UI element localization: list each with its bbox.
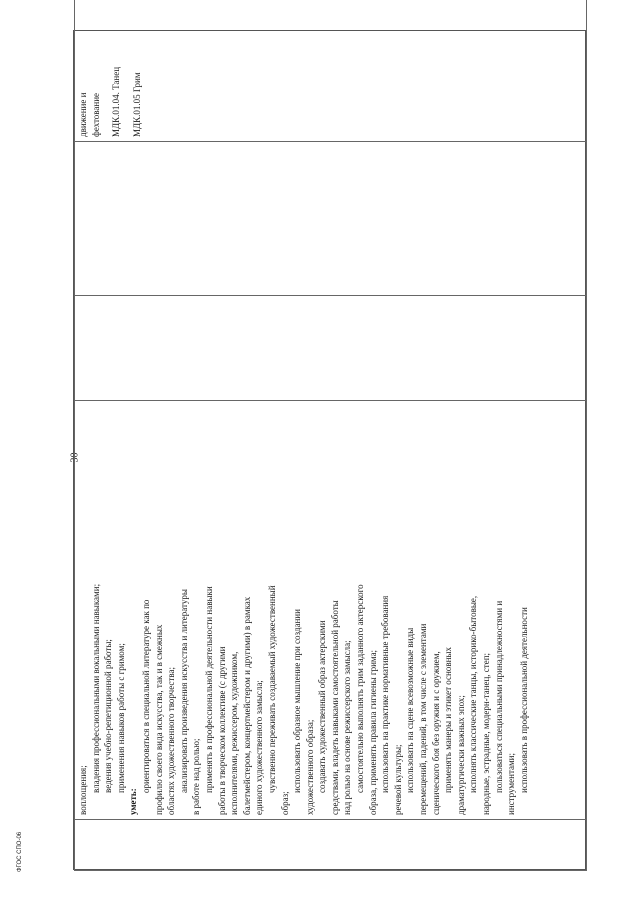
skills-line: балетмейстером, концертмейстером и другими) в рамках (241, 596, 252, 815)
skills-line: использовать в профессиональной деятельности (518, 607, 529, 793)
skills-line: самостоятельно выполнять грим заданного актерского (355, 584, 366, 793)
skills-line: в работе над ролью; (191, 738, 202, 815)
skills-cell (75, 401, 587, 820)
skills-line: исполнять классические танцы, историко-бытовые, (468, 595, 479, 793)
code-cell (75, 820, 587, 871)
page-number: 30 (69, 452, 81, 463)
table-rotator (74, 31, 587, 871)
mdk-cell (75, 0, 587, 142)
mdk-gap (102, 0, 110, 137)
skills-line: применять манеры и этикет основных (443, 647, 454, 793)
mdk-line: МДК.01.05 Грим (131, 72, 142, 137)
skills-line: уметь: (128, 788, 139, 815)
skills-line: воплощения; (78, 765, 88, 815)
skills-line: драматургически важных эпох; (455, 695, 466, 815)
mdk-gap (123, 0, 131, 137)
skills-line: применять в профессиональной деятельности навыки (203, 586, 214, 793)
skills-line: областях художественного творчества; (166, 667, 177, 815)
skills-line: средствами, владеть навыками самостоятельной работы (329, 600, 340, 815)
skills-line: использовать образное мышление при создании (292, 609, 303, 793)
skills-line: работы в творческом коллективе (с другими (216, 646, 227, 815)
skills-line: создавать художественный образ актерскими (317, 620, 328, 793)
hours-cell-1 (75, 296, 587, 401)
footer-code: ФГОС СПО-06 (17, 831, 23, 872)
hours-cell-2 (75, 142, 587, 296)
mdk-list (77, 0, 143, 137)
mdk-line: движение и (78, 92, 88, 137)
skills-line: ведения учебно-репетиционной работы; (103, 639, 114, 793)
skills-line: владения профессиональными вокальными навыками; (90, 583, 101, 793)
mdk-line: фехтование (90, 92, 101, 137)
skills-list (77, 405, 530, 815)
skills-line: использовать на сцене всевозможные виды (405, 627, 416, 793)
skills-line: профилю своего вида искусства, так и в смежных (153, 624, 164, 815)
skills-line: инструментами; (506, 753, 517, 815)
skills-line: анализировать произведения искусства и литературы (178, 589, 189, 793)
skills-line: народные, эстрадные, модерн-танец, степ; (481, 652, 491, 815)
skills-line: применения навыков работы с гримом; (115, 643, 126, 793)
mdk-line: МДК.01.04. Танец (111, 66, 122, 137)
skills-line: использовать на практике нормативные требования (380, 595, 391, 793)
skills-line: ориентироваться в специальной литературе как по (140, 599, 151, 793)
skills-line: над ролью на основе режиссерского замысла; (342, 640, 353, 815)
skills-line: образа, применять правила гигиены грима; (367, 649, 378, 815)
rotated-table-sheet (73, 30, 586, 870)
skills-line: перемещений, падений, в том числе с элементами (418, 623, 429, 815)
skills-line: художественного образа; (304, 719, 315, 815)
skills-line: сценического боя без оружия и с оружием, (430, 651, 441, 815)
skills-line: речевой культуры; (392, 744, 403, 815)
skills-line: единого художественного замысла; (254, 680, 265, 815)
skills-line: исполнителями, режиссером, художником, (229, 651, 240, 815)
skills-line: образ; (279, 791, 290, 815)
skills-line: чувственно переживать создаваемый художественный (266, 585, 277, 793)
skills-line: пользоваться специальными принадлежностями и (493, 600, 504, 793)
competency-table (74, 0, 587, 871)
table-row (75, 0, 587, 871)
